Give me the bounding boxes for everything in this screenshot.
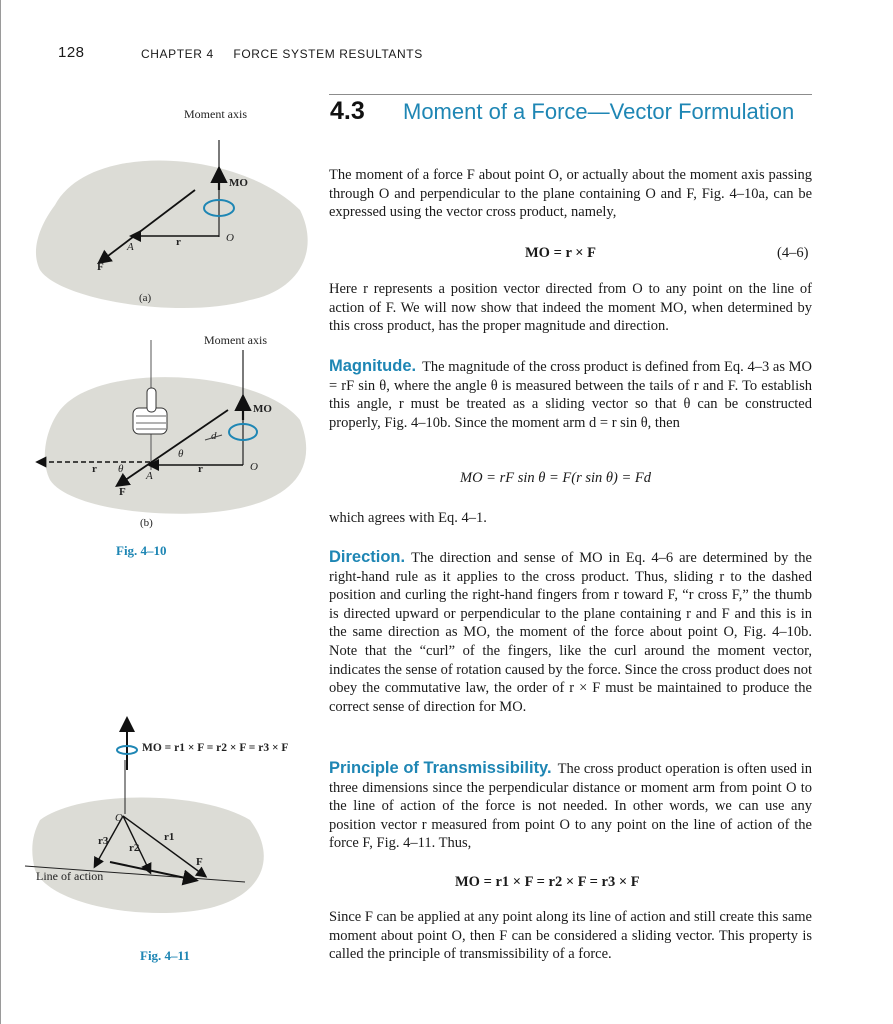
o-label-411: O [115,812,123,824]
magnitude-equation: MO = rF sin θ = F(r sin θ) = Fd [460,470,652,486]
d-label-b: d [211,430,217,442]
a-label-b: A [146,470,153,482]
plane-shade-411 [32,798,264,914]
a-label-a: A [127,241,134,253]
f-label-a: F [97,261,104,273]
magnitude-paragraph [329,357,812,432]
o-label-b: O [250,461,258,473]
section-title: Moment of a Force—Vector Formulation [403,99,795,124]
transmissibility-paragraph [329,759,812,853]
mo-label-b: MO [253,403,272,415]
transmissibility-closing: Since F can be applied at any point along its line of action and still create this same moment about point O, then F can be considered a sliding vector. This property is called the principle of transmissibility of a force. [329,909,812,963]
direction-heading: Direction. [329,548,406,566]
fig-4-10-caption: Fig. 4–10 [116,543,167,558]
sublabel-a: (a) [139,292,152,304]
intro-paragraph: The moment of a force F about point O, or actually about the moment axis passing through O and perpendicular to the plane containing O and F, Fig. 4–10a, can be expressed using the vector cross product, namely, [329,167,812,221]
theta-label-b2: θ [178,448,184,460]
moment-axis-label-b: Moment axis [204,333,267,347]
transmissibility-heading: Principle of Transmissibility. [329,759,552,777]
line-of-action-label: Line of action [36,869,104,883]
f-label-b: F [119,486,126,498]
f-label-411: F [196,856,203,868]
sublabel-b: (b) [140,517,153,529]
r1-label: r1 [164,831,175,843]
magnitude-text: The magnitude of the cross product is defined from Eq. 4–3 as MO = rF sin θ, where the angle θ is measured between the tails of r and F. To establish this angle, r must be treated as a sliding vector so that θ can be constructed properly, Fig. 4–10b. Since the moment arm d = r sin θ, then [329,359,812,431]
chapter-title: FORCE SYSTEM RESULTANTS [233,47,423,61]
theta-label-b: θ [118,463,124,475]
fig411-equation: MO = r1 × F = r2 × F = r3 × F [142,742,289,754]
section-number: 4.3 [330,97,365,125]
moment-axis-label-a: Moment axis [184,107,247,121]
intro-paragraph-2: Here r represents a position vector directed from O to any point on the line of action of F. We will now show that indeed the moment MO, when determined by this cross product, has the proper magnitude and direction. [329,281,812,335]
transmissibility-equation: MO = r1 × F = r2 × F = r3 × F [455,874,640,890]
equation-4-6: MO = r × F [525,245,597,261]
o-label-a: O [226,232,234,244]
direction-paragraph [329,548,812,716]
magnitude-after: which agrees with Eq. 4–1. [329,510,487,526]
r3-label: r3 [98,835,109,847]
fig-4-11-caption: Fig. 4–11 [140,948,190,963]
direction-text: The direction and sense of MO in Eq. 4–6 are determined by the right-hand rule as it applies to the cross product. Thus, sliding r to the dashed position and curling the right-hand fingers from r toward F, “r cross F,” the thumb is directed upward or perpendicular to the plane containing r and F and this is in the same direction as MO, the moment of the force about point O, Fig. 4–10b. Note that the “curl” of the fingers, like the curl around the moment vector, indicates the sense of rotation caused by the force. Since the cross product does not obey the commutative law, the order of r × F must be maintained to produce the correct sense of direction for MO. [329,550,812,715]
plane-shade-a [36,160,308,308]
chapter-prefix: CHAPTER 4 [141,47,214,61]
section-rule [329,94,812,95]
r-dashed-label-b: r [92,463,97,475]
r-label-b: r [198,463,203,475]
equation-number: (4–6) [777,245,809,261]
mo-label-a: MO [229,177,248,189]
transmissibility-text: The cross product operation is often used in three dimensions since the perpendicular distance or moment arm from point O to the line of action of the force is not needed. In other words, we can use any position vector r measured from point O to any point on the line of action of the force F, Fig. 4–11. Thus, [329,761,813,852]
magnitude-heading: Magnitude. [329,357,417,375]
r2-label: r2 [129,842,140,854]
r-label-a: r [176,236,181,248]
page-number: 128 [58,44,85,61]
